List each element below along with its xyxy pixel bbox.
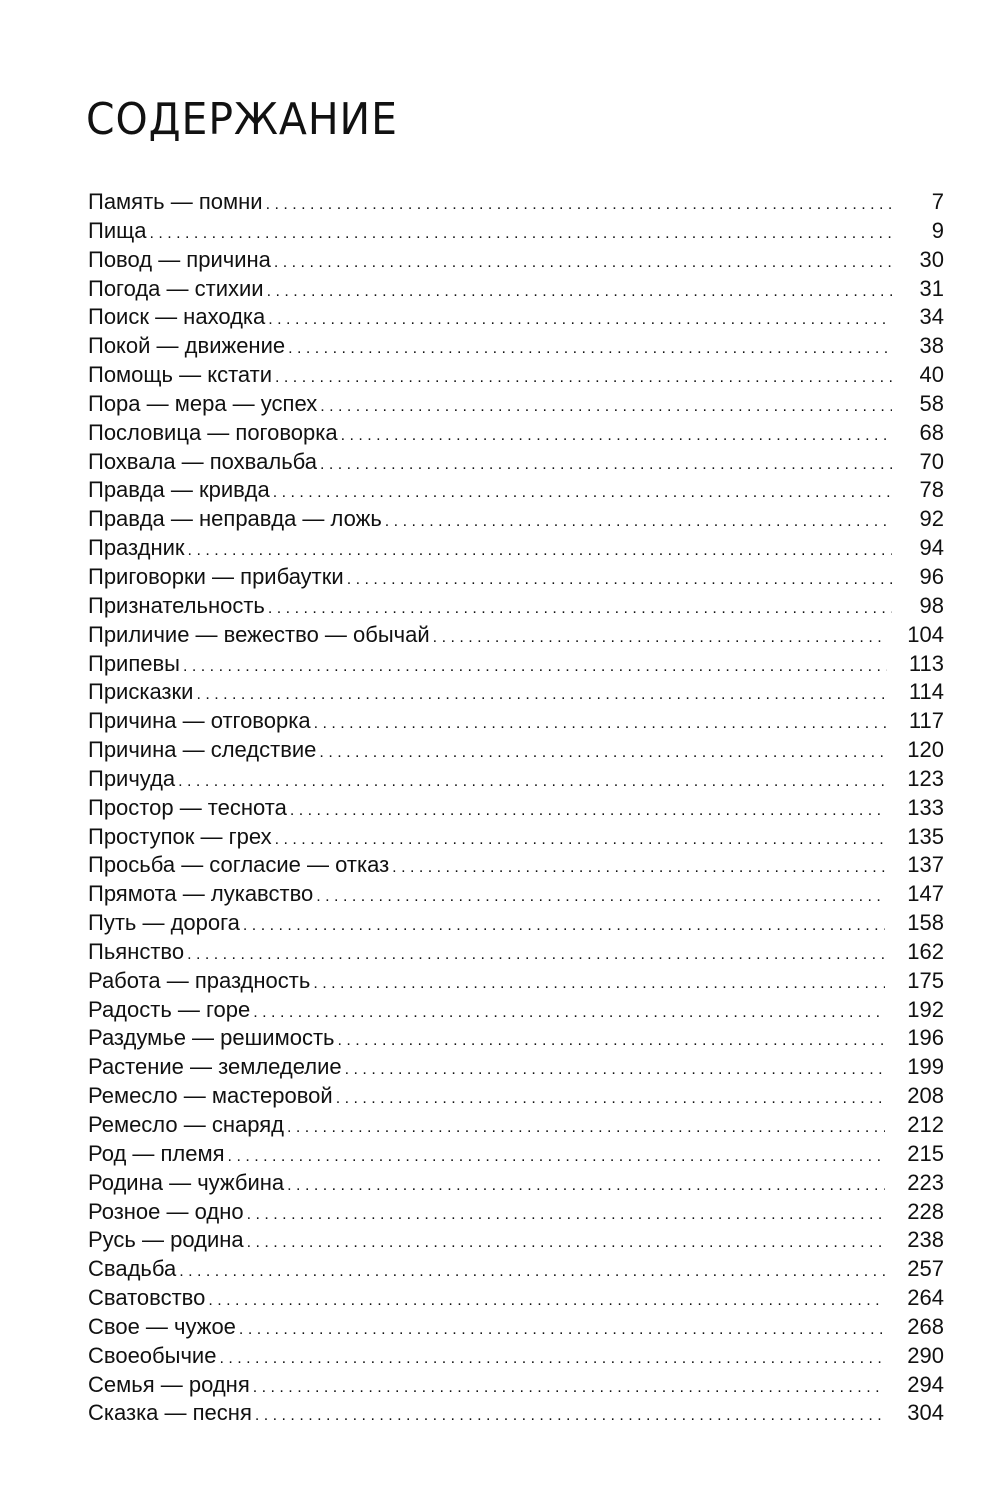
toc-entry (88, 275, 944, 304)
toc-entry-page: 158 (907, 910, 944, 936)
dot-leader (275, 826, 886, 852)
dot-leader (287, 1172, 885, 1198)
toc-entry-title: Сватовство (88, 1285, 206, 1311)
toc-entry (88, 563, 944, 592)
toc-entry-title: Помощь — кстати (88, 362, 273, 388)
toc-entry-page: 68 (919, 419, 944, 445)
dot-leader (239, 1316, 885, 1342)
toc-entry-page: 123 (907, 765, 944, 791)
toc-entry (88, 1053, 944, 1082)
toc-entry (88, 476, 944, 505)
dot-leader (187, 941, 885, 967)
toc-entry-page: 304 (907, 1400, 944, 1426)
dot-leader (336, 1085, 886, 1111)
toc-entry (88, 794, 944, 823)
dot-leader (314, 710, 887, 736)
toc-entry-title: Раздумье — решимость (88, 1025, 335, 1051)
toc-entry (88, 938, 944, 967)
toc-entry-title: Причина — следствие (88, 737, 317, 763)
toc-entry-title: Похвала — похвальба (88, 448, 317, 474)
toc-entry-title: Простор — теснота (88, 794, 287, 820)
dot-leader (385, 508, 892, 534)
dot-leader (274, 249, 892, 275)
toc-entry-title: Приговорки — прибаутки (88, 563, 344, 589)
toc-entry-title: Семья — родня (88, 1371, 250, 1397)
toc-entry-page: 120 (907, 737, 944, 763)
toc-entry (88, 1399, 944, 1428)
dot-leader (179, 1258, 885, 1284)
toc-entry (88, 707, 944, 736)
dot-leader (253, 999, 885, 1025)
toc-entry-title: Причуда (88, 765, 176, 791)
toc-entry-page: 199 (907, 1054, 944, 1080)
toc-entry-title: Правда — кривда (88, 477, 270, 503)
toc-entry-page: 228 (907, 1198, 944, 1224)
toc-entry-page: 31 (919, 275, 944, 301)
toc-entry-title: Ремесло — мастеровой (88, 1083, 333, 1109)
toc-entry-page: 98 (919, 592, 944, 618)
toc-entry-title: Род — племя (88, 1140, 225, 1166)
toc-entry (88, 1140, 944, 1169)
dot-leader (247, 1201, 886, 1227)
toc-entry-title: Проступок — грех (88, 823, 272, 849)
dot-leader (341, 422, 892, 448)
toc-entry (88, 1284, 944, 1313)
toc-entry-title: Ремесло — снаряд (88, 1112, 284, 1137)
toc-entry-title: Пословица — поговорка (88, 419, 338, 445)
toc-entry-page: 40 (919, 362, 944, 388)
dot-leader (253, 1374, 886, 1400)
toc-entry-title: Сказка — песня (88, 1400, 252, 1426)
dot-leader (319, 739, 885, 765)
toc-entry-page: 223 (907, 1169, 944, 1195)
toc-entry-title: Розное — одно (88, 1198, 244, 1224)
dot-leader (178, 768, 885, 794)
toc-entry-page: 70 (919, 448, 944, 474)
toc-entry-page: 114 (908, 679, 944, 705)
dot-leader (337, 1027, 885, 1053)
toc-entry (88, 303, 944, 332)
toc-entry-title: Просьба — согласие — отказ (88, 852, 390, 878)
dot-leader (316, 883, 885, 909)
toc-entry (88, 1342, 944, 1371)
dot-leader (320, 451, 892, 477)
dot-leader (275, 364, 892, 390)
dot-leader (273, 479, 892, 505)
toc-entry (88, 332, 944, 361)
dot-leader (266, 191, 892, 217)
toc-entry-page: 264 (907, 1285, 944, 1311)
dot-leader (149, 220, 892, 246)
dot-leader (288, 335, 892, 361)
toc-entry (88, 765, 944, 794)
toc-entry-page: 94 (919, 535, 944, 561)
toc-entry-title: Память — помни (88, 189, 263, 214)
toc-entry-page: 238 (907, 1227, 944, 1253)
toc-entry (88, 621, 944, 650)
toc-entry-title: Признательность (88, 592, 265, 618)
toc-entry (88, 1111, 944, 1140)
toc-entry-page: 133 (907, 794, 944, 820)
toc-entry (88, 1255, 944, 1284)
toc-entry (88, 448, 944, 477)
dot-leader (247, 1229, 886, 1255)
toc-entry (88, 1226, 944, 1255)
toc-entry (88, 1313, 944, 1342)
toc-entry (88, 1169, 944, 1198)
toc-entry (88, 1371, 944, 1400)
dot-leader (267, 278, 892, 304)
toc-entry (88, 851, 944, 880)
toc-entry (88, 361, 944, 390)
dot-leader (228, 1143, 886, 1169)
toc-entry (88, 1198, 944, 1227)
dot-leader (183, 653, 887, 679)
toc-entry-title: Присказки (88, 679, 194, 705)
dot-leader (255, 1402, 885, 1428)
toc-entry-title: Русь — родина (88, 1227, 244, 1253)
toc-entry-title: Пьянство (88, 938, 185, 964)
toc-entry-title: Родина — чужбина (88, 1169, 285, 1195)
toc-entry-title: Поиск — находка (88, 304, 266, 330)
toc-entry (88, 505, 944, 534)
dot-leader (196, 681, 886, 707)
toc-entry-page: 196 (907, 1025, 944, 1051)
dot-leader (268, 306, 892, 332)
toc-entry (88, 188, 944, 217)
toc-entry-title: Пора — мера — успех (88, 390, 318, 416)
dot-leader (243, 912, 885, 938)
toc-entry-page: 162 (907, 938, 944, 964)
toc-entry-page: 135 (907, 823, 944, 849)
toc-entry-page: 58 (919, 390, 944, 416)
toc-entry-page: 137 (907, 852, 944, 878)
page-title: СОДЕРЖАНИЕ (86, 94, 398, 145)
toc-entry-page: 7 (931, 189, 944, 214)
toc-entry-title: Радость — горе (88, 996, 251, 1022)
dot-leader (208, 1287, 885, 1313)
dot-leader (268, 595, 892, 621)
toc-entry (88, 823, 944, 852)
toc-entry-title: Праздник (88, 535, 185, 561)
toc-entry (88, 996, 944, 1025)
toc-entry-page: 175 (907, 967, 944, 993)
toc-entry-title: Причина — отговорка (88, 708, 311, 734)
toc-entry-page: 30 (919, 246, 944, 272)
toc-entry (88, 1082, 944, 1111)
toc-entry-title: Растение — земледелие (88, 1054, 342, 1080)
toc-entry-title: Прямота — лукавство (88, 881, 314, 907)
toc-entry (88, 592, 944, 621)
toc-entry (88, 390, 944, 419)
toc-entry-title: Свадьба (88, 1256, 177, 1282)
toc-entry-page: 38 (919, 333, 944, 359)
toc-entry (88, 736, 944, 765)
toc-entry (88, 909, 944, 938)
toc-entry-page: 92 (919, 506, 944, 532)
toc-entry-page: 268 (907, 1313, 944, 1339)
toc-entry-page: 117 (908, 708, 944, 734)
toc-entry-page: 257 (907, 1256, 944, 1282)
dot-leader (287, 1114, 885, 1140)
toc-entry (88, 880, 944, 909)
toc-entry-page: 290 (907, 1342, 944, 1368)
toc-entry (88, 967, 944, 996)
toc-entry-page: 147 (907, 881, 944, 907)
toc-entry-page: 96 (919, 563, 944, 589)
dot-leader (219, 1345, 885, 1371)
toc-entry-title: Работа — праздность (88, 967, 311, 993)
toc-entry-title: Свое — чужое (88, 1313, 236, 1339)
toc-entry-title: Повод — причина (88, 246, 271, 272)
toc-entry-page: 215 (907, 1140, 944, 1166)
table-of-contents (88, 188, 944, 1428)
toc-entry (88, 1024, 944, 1053)
toc-entry (88, 534, 944, 563)
toc-entry-title: Припевы (88, 650, 180, 676)
toc-entry (88, 246, 944, 275)
dot-leader (392, 854, 885, 880)
toc-entry (88, 217, 944, 246)
dot-leader (433, 624, 886, 650)
toc-entry-page: 212 (907, 1112, 944, 1137)
dot-leader (188, 537, 892, 563)
toc-entry-title: Погода — стихии (88, 275, 264, 301)
toc-entry-page: 113 (908, 650, 944, 676)
toc-entry-page: 34 (919, 304, 944, 330)
toc-entry (88, 678, 944, 707)
toc-entry-page: 104 (907, 621, 944, 647)
toc-entry-title: Путь — дорога (88, 910, 240, 936)
dot-leader (290, 797, 885, 823)
dot-leader (320, 393, 892, 419)
toc-entry-page: 9 (931, 217, 944, 243)
toc-entry (88, 419, 944, 448)
toc-entry-title: Правда — неправда — ложь (88, 506, 382, 532)
toc-entry-title: Приличие — вежество — обычай (88, 621, 430, 647)
toc-entry-page: 192 (907, 996, 944, 1022)
dot-leader (313, 970, 885, 996)
toc-entry-page: 208 (907, 1083, 944, 1109)
dot-leader (345, 1056, 886, 1082)
toc-entry-title: Покой — движение (88, 333, 286, 359)
toc-entry (88, 650, 944, 679)
dot-leader (347, 566, 892, 592)
toc-entry-title: Пища (88, 217, 147, 243)
toc-entry-title: Своеобычие (88, 1342, 217, 1368)
toc-entry-page: 294 (907, 1371, 944, 1397)
toc-entry-page: 78 (919, 477, 944, 503)
